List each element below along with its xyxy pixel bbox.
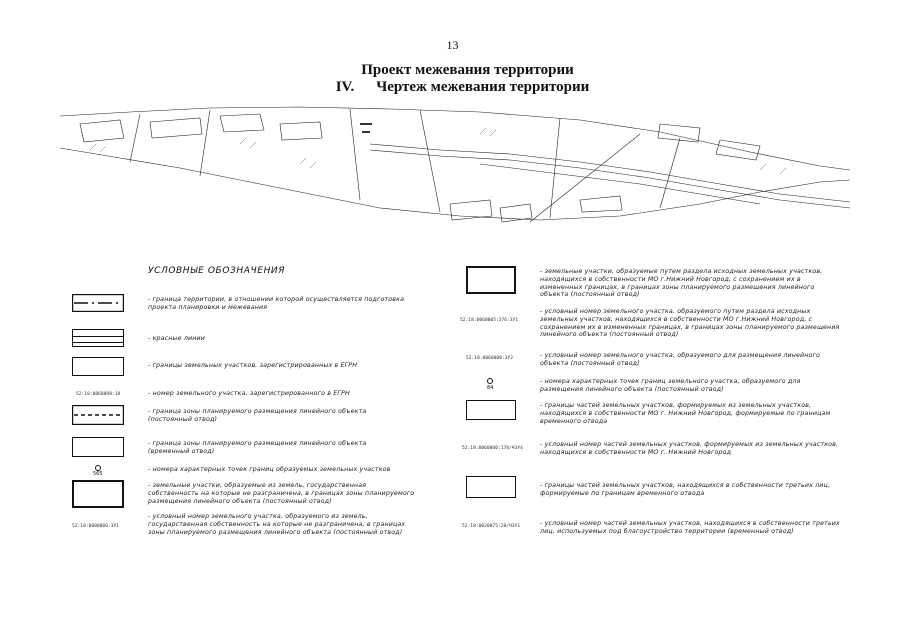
section-title: Чертеж межевания территории xyxy=(376,79,590,95)
legend-right-item-4: - номера характерных точек границ земельного участка, образуемого для размещения линейного объекта (постоянный отвод) xyxy=(540,378,801,393)
red-lines-symbol xyxy=(72,329,124,347)
divided-plot-symbol xyxy=(466,266,516,294)
side-street xyxy=(550,118,560,218)
side-street xyxy=(530,134,640,222)
legend-left-item-4: - номер земельного участка, зарегистрированного в ЕГРН xyxy=(148,390,350,397)
permanent-allotment-zone-symbol xyxy=(72,405,124,425)
legend-left-item-2: - красные линии xyxy=(148,335,206,342)
legend-left-item-5: - граница зоны планируемого размещения линейного объекта (постоянный отвод) xyxy=(148,408,367,423)
legend-right-item-5: - границы частей земельных участков, формируемых из земельных участков, находящихся в собственности МО г. Нижний Новгород, формируемые по границам временного отвода xyxy=(540,402,831,425)
document-subtitle xyxy=(0,79,905,96)
linear-object-plot-code: 52:18:0060000:ЗУ2 xyxy=(466,356,514,361)
legend-left-item-7: - номера характерных точек границ образуемых земельных участков xyxy=(148,466,391,473)
legend-right-item-2: - условный номер земельного участка, образуемого путем раздела исходных земельных участков, находящихся в собственности МО г.Нижний Новгород, с сохранением их в измененных границах, в границах зоны планируемого размещения линейного объекта (постоянный отвод) xyxy=(540,308,840,339)
legend-right-item-6: - условный номер частей земельных участков, формируемых из земельных участков, находящихся в собственности МО г. Нижний Новгород xyxy=(540,441,839,456)
page-number: 13 xyxy=(446,38,459,52)
side-street xyxy=(200,110,210,176)
map-block xyxy=(716,140,760,160)
survey-map xyxy=(60,104,850,234)
document-title: Проект межевания территории xyxy=(361,62,574,78)
map-block xyxy=(280,122,322,140)
road-edge-b xyxy=(370,150,850,208)
map-block xyxy=(580,196,622,212)
territory-boundary-symbol xyxy=(72,294,124,312)
side-street xyxy=(130,114,140,162)
characteristic-point-label: 565 xyxy=(93,471,103,477)
legend-right-item-1: - земельные участки, образуемые путем раздела исходных земельных участков, находящихся в собственности МО г.Нижний Новгород, с сохранением их в измененных границах, в границах зоны планируемого размещения линейного объекта (постоянный отвод) xyxy=(540,268,823,299)
legend-left-item-1: - граница территории, в отношении которой осуществляется подготовка проекта планировки и межевания xyxy=(148,296,405,311)
divided-plot-code: 52:18:0060005:376:ЗУ1 xyxy=(460,318,519,323)
municipal-plot-part-code: 52:18:0060000:178/ЧЗУ4 xyxy=(462,446,523,451)
map-boundary-bottom xyxy=(60,148,850,220)
map-block xyxy=(80,120,124,142)
legend-right-item-7: - границы частей земельных участков, находящихся в собственности третьих лиц, формируемые по границам временного отвода xyxy=(540,482,831,497)
legend-right-item-3: - условный номер земельного участка, образуемого для размещения линейного объекта (постоянный отвод) xyxy=(540,352,821,367)
linear-object-point-icon xyxy=(487,378,493,384)
road-edge-a xyxy=(370,144,850,202)
map-block xyxy=(220,114,264,132)
side-street xyxy=(420,110,440,212)
third-party-plot-part-symbol xyxy=(466,476,516,498)
legend-heading: УСЛОВНЫЕ ОБОЗНАЧЕНИЯ xyxy=(148,266,286,276)
map-boundary-top xyxy=(60,107,850,170)
legend-left-item-6: - граница зоны планируемого размещения линейного объекта (временный отвод) xyxy=(148,440,367,455)
legend-left-item-9: - условный номер земельного участка, образуемого из земель, государственная собственность на которые не разграничена, в границах зоны планируемого размещения линейного объекта (постоянный отвод) xyxy=(148,513,406,536)
side-street xyxy=(350,109,360,200)
third-party-plot-part-code: 52:18:0020075:28/ЧЗУ1 xyxy=(462,524,521,529)
state-land-plot-symbol xyxy=(72,480,124,508)
temporary-allotment-zone-symbol xyxy=(72,437,124,457)
map-block xyxy=(150,118,202,138)
map-feature-lines xyxy=(360,124,372,132)
side-street xyxy=(660,138,680,208)
state-land-plot-code: 52:18:0000000:ЗУ1 xyxy=(72,524,120,529)
municipal-plot-part-symbol xyxy=(466,400,516,420)
egrn-plot-boundary-symbol xyxy=(72,357,124,376)
legend-right-item-8: - условный номер частей земельных участков, находящихся в собственности третьих лиц, используемых под благоустройство территории (временный отвод) xyxy=(540,520,840,535)
linear-object-point-label: 84 xyxy=(487,385,494,391)
egrn-plot-number-code: 52:18:0060098:18 xyxy=(76,392,121,397)
legend-left-item-8: - земельные участки, образуемые из земель, государственная собственность на которые не разграничена, в границах зоны планируемого размещения линейного объекта (постоянный отвод) xyxy=(148,482,415,505)
legend-left-item-3: - границы земельных участков, зарегистрированных в ЕГРН xyxy=(148,362,358,369)
map-linework xyxy=(60,107,850,222)
section-roman-numeral: IV. xyxy=(335,79,355,95)
